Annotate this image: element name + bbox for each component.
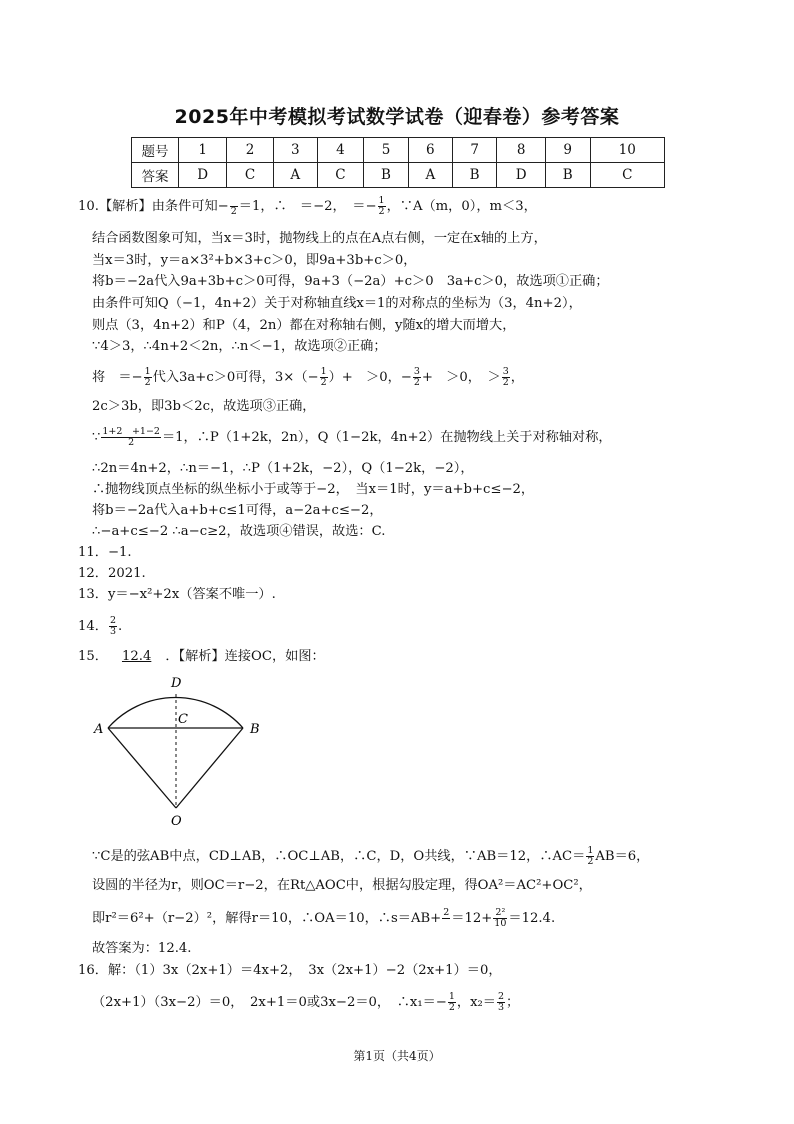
- q10-line-13: 将b＝−2a代入a+b+c≤1可得，a−2a+c≤−2，: [92, 503, 383, 518]
- page-footer: 第1页（共4页）: [353, 1049, 441, 1063]
- table-cell: C: [317, 163, 363, 188]
- answer-table-header-row: [132, 138, 665, 163]
- label-C: C: [178, 712, 188, 727]
- q15-line-1: ∵C是的弦AB中点，CD⊥AB，∴OC⊥AB，∴C，D，O共线，∵AB＝12，∴AC＝ $\frac{1}{2}$ AB＝6，: [92, 845, 650, 867]
- fraction: $\frac{2}{3}$: [109, 615, 117, 637]
- q14-line: 14． $\frac{2}{3}$ .: [78, 615, 123, 637]
- q15-line-3: 即r²＝6²+（r−2）²，解得r＝10，∴OA＝10，∴s＝AB+ 2 ＝12+ $\frac{\text{2²}}{10}$ ＝12.4.: [92, 907, 556, 929]
- table-cell: A: [408, 163, 452, 188]
- segment-AO: [108, 728, 176, 808]
- page-title: 2025年中考模拟考试数学试卷（迎春卷）参考答案: [174, 106, 620, 128]
- fraction: 2: [443, 907, 450, 918]
- fraction: $\frac{1}{2}$: [144, 366, 151, 388]
- table-cell: 9: [545, 138, 590, 163]
- table-cell: 4: [317, 138, 363, 163]
- q13-line: 13．y＝−x²+2x（答案不唯一）.: [78, 587, 276, 602]
- table-cell: 8: [497, 138, 545, 163]
- label-B: B: [250, 722, 260, 737]
- table-cell: 10: [590, 138, 664, 163]
- fraction: $\frac{1}{2}$: [378, 195, 385, 217]
- q10-line-7: ∵4＞3，∴4n+2＜2n，∴n＜−1，故选项②正确；: [92, 339, 387, 354]
- q10-line-9: 2c＞3b，即3b＜2c，故选项③正确，: [92, 399, 316, 414]
- geometry-figure: [92, 672, 282, 832]
- table-cell: B: [364, 163, 409, 188]
- q10-line-2: 结合函数图象可知，当x＝3时，抛物线上的点在A点右侧，一定在x轴的上方，: [92, 231, 547, 246]
- q10-line-10: ∵ $\frac{1+2 +1-2}{2}$ ＝1，∴P（1+2k，2n），Q（1−2k，4n+2）在抛物线上关于对称轴对称，: [92, 426, 612, 448]
- label-A: A: [94, 722, 104, 737]
- q10-line-8: 将 ＝− $\frac{1}{2}$ 代入3a+c＞0可得，3×（− $\frac{1}{2}$ ）+ ＞0，− $\frac{3}{2}$ + ＞0， ＞ $\frac{3}{2}$ ，: [92, 366, 524, 388]
- q10-line-6: 则点（3，4n+2）和P（4，2n）都在对称轴右侧，y随x的增大而增大，: [92, 318, 516, 333]
- fraction: $\frac{1}{2}$: [448, 991, 455, 1013]
- fraction: $\frac{2}{3}$: [498, 991, 505, 1013]
- table-cell: 6: [408, 138, 452, 163]
- table-cell: B: [545, 163, 590, 188]
- table-cell: D: [179, 163, 227, 188]
- label-D: D: [171, 676, 182, 691]
- q15-line-4: 故答案为：12.4.: [92, 941, 192, 956]
- answer-blank: 12.4: [121, 649, 152, 664]
- table-cell: B: [452, 163, 497, 188]
- table-cell: 5: [364, 138, 409, 163]
- fraction: $\frac{1+2 +1-2}{2}$: [102, 426, 160, 448]
- q10-line-11: ∴2n＝4n+2，∴n＝−1，∴P（1+2k，−2），Q（1−2k，−2），: [92, 461, 474, 476]
- segment-BO: [176, 728, 243, 808]
- fraction: $\frac{1}{2}$: [320, 366, 327, 388]
- table-cell: C: [227, 163, 273, 188]
- q10-line-5: 由条件可知Q（−1，4n+2）关于对称轴直线x＝1的对称点的坐标为（3，4n+2），: [92, 296, 582, 311]
- q10-line-4: 将b＝−2a代入9a+3b+c＞0可得，9a+3（−2a）+c＞0 3a+c＞0，故选项①正确；: [92, 274, 609, 289]
- fraction: $\frac{3}{2}$: [502, 366, 509, 388]
- table-cell: 1: [179, 138, 227, 163]
- answer-table: [131, 137, 665, 188]
- q16-line-1: 16．解：（1）3x（2x+1）＝4x+2， 3x（2x+1）−2（2x+1）＝0，: [78, 963, 502, 978]
- table-cell: 2: [227, 138, 273, 163]
- q12-line: 12．2021.: [78, 566, 146, 581]
- table-cell: 题号: [132, 138, 179, 163]
- label-O: O: [171, 814, 182, 829]
- answer-table-answer-row: [132, 163, 665, 188]
- fraction: $\frac{3}{2}$: [413, 366, 420, 388]
- q16-line-2: （2x+1）（3x−2）＝0， 2x+1＝0或3x−2＝0， ∴x₁＝− $\frac{1}{2}$ ，x₂＝ $\frac{2}{3}$ ；: [92, 991, 520, 1013]
- fraction: 2: [230, 196, 238, 217]
- q10-line-3: 当x＝3时，y＝a×3²+b×3+c＞0，即9a+3b+c＞0，: [92, 253, 417, 268]
- table-cell: A: [273, 163, 317, 188]
- table-cell: D: [497, 163, 545, 188]
- q10-line-14: ∴−a+c≤−2 ∴a−c≥2，故选项④错误，故选：C.: [92, 524, 386, 539]
- q15-line-2: 设圆的半径为r，则OC＝r−2，在Rt△AOC中，根据勾股定理，得OA²＝AC²+OC²，: [92, 878, 592, 893]
- table-cell: C: [590, 163, 664, 188]
- table-cell: 7: [452, 138, 497, 163]
- q10-line-1: 10.【解析】由条件可知− 2 ＝1，∴ ＝−2， ＝− $\frac{1}{2}$ ，∵A（m，0），m＜3，: [78, 195, 537, 217]
- fraction: $\frac{\text{2²}}{10}$: [494, 907, 507, 929]
- table-cell: 答案: [132, 163, 179, 188]
- q11-line: 11．−1.: [78, 545, 132, 560]
- q15-line: 15． 12.4 ．【解析】连接OC，如图：: [78, 649, 325, 664]
- fraction: $\frac{1}{2}$: [587, 845, 594, 867]
- q10-line-12: ∴抛物线顶点坐标的纵坐标小于或等于−2， 当x＝1时，y＝a+b+c≤−2，: [92, 482, 535, 497]
- table-cell: 3: [273, 138, 317, 163]
